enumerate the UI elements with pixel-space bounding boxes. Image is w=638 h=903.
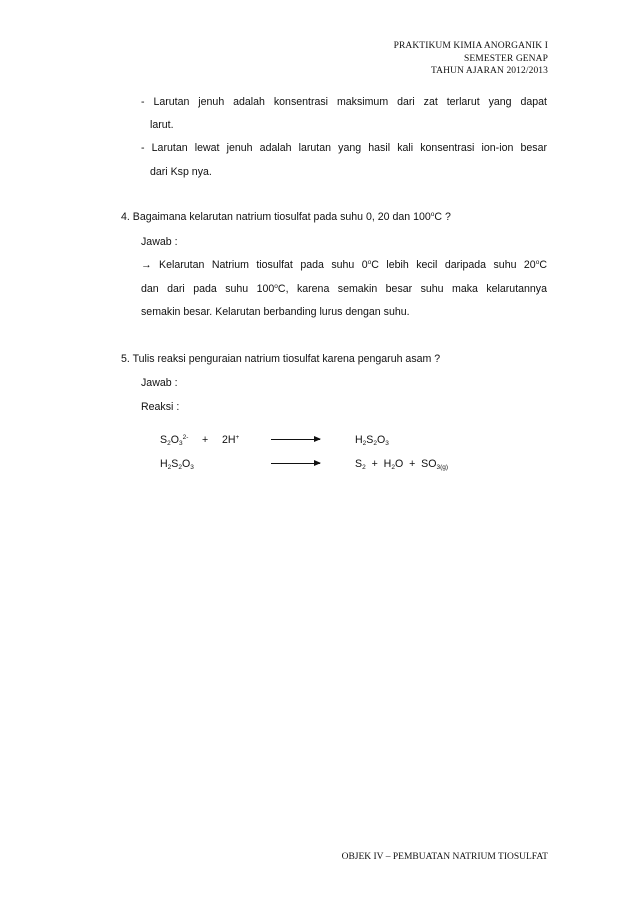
bullet-jenuh-line1: - Larutan jenuh adalah konsentrasi maksimum dari zat terlarut yang dapat — [141, 96, 547, 108]
answer-4-line3: semakin besar. Kelarutan berbanding lurus dengan suhu. — [141, 306, 410, 318]
question-5-jawab-label: Jawab : — [141, 377, 178, 389]
question-5-reaksi-label: Reaksi : — [141, 401, 180, 413]
reaction-1-reactant-hydrogen: 2H+ — [222, 434, 240, 446]
answer-4-line1: → Kelarutan Natrium tiosulfat pada suhu 0$^o$C lebih kecil daripada suhu 20$^o$C — [141, 259, 547, 271]
reaction-2-reactant: $H_2S_2O_3$ — [160, 458, 194, 471]
reaction-1-reactant-thiosulfate: $S_2O_3^{2-}$ — [160, 434, 189, 447]
question-4: 4. Bagaimana kelarutan natrium tiosulfat pada suhu 0, 20 dan 100$^o$C ? — [121, 211, 451, 223]
reaction-1-arrow-icon — [271, 439, 320, 440]
page-header — [394, 40, 548, 78]
question-5: 5. Tulis reaksi penguraian natrium tiosulfat karena pengaruh asam ? — [121, 353, 441, 365]
question-4-jawab-label: Jawab : — [141, 236, 178, 248]
bullet-lewat-jenuh-line2: dari Ksp nya. — [150, 166, 212, 178]
reaction-2-arrow-icon — [271, 463, 320, 464]
header-course: PRAKTIKUM KIMIA ANORGANIK I — [393, 41, 548, 51]
header-semester: SEMESTER GENAP — [463, 53, 548, 64]
bullet-lewat-jenuh-line1: - Larutan lewat jenuh adalah larutan yang hasil kali konsentrasi ion-ion besar — [141, 142, 547, 154]
bullet-jenuh-line2: larut. — [150, 119, 174, 131]
reaction-1-product: $H_2S_2O_3$ — [355, 434, 389, 447]
page-footer: OBJEK IV – PEMBUATAN NATRIUM TIOSULFAT — [341, 852, 548, 862]
reaction-1-plus: + — [202, 434, 209, 446]
answer-4-line2: dan dari pada suhu 100$^o$C, karena semakin besar suhu maka kelarutannya — [141, 283, 547, 295]
header-year: TAHUN AJARAN 2012/2013 — [430, 66, 548, 76]
reaction-2-products: $S_2 + H_2O + SO_{3(g)}$ — [355, 458, 449, 471]
